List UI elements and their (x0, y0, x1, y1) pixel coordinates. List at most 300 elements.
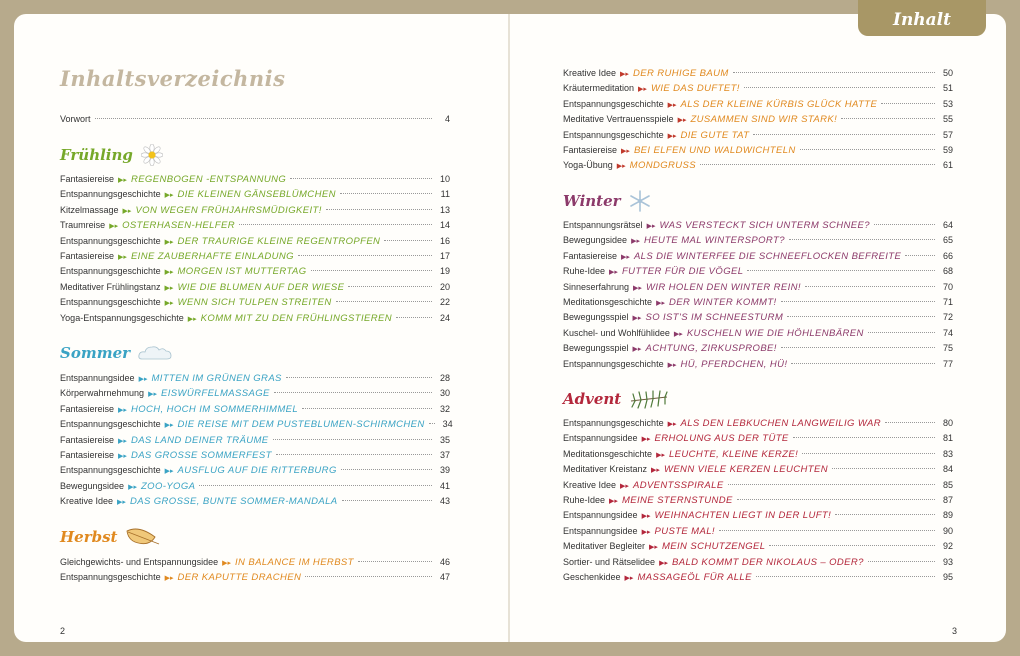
dot-leader (429, 423, 435, 424)
entry-type: Meditationsgeschichte (563, 296, 653, 307)
toc-entry (563, 97, 953, 112)
entry-type: Körperwahrnehmung (60, 388, 145, 399)
arrow-icon: ▶▸ (641, 528, 651, 536)
arrow-icon: ▶▸ (122, 207, 132, 215)
toc-entry (563, 81, 953, 96)
sommer-list (60, 371, 453, 510)
toc-entry (563, 462, 953, 477)
arrow-icon: ▶▸ (651, 467, 660, 475)
dot-leader (274, 392, 432, 393)
entry-title: KOMM MIT ZU DEN FRÜHLINGSTIEREN (200, 312, 392, 324)
entry-title: ACHTUNG, ZIRKUSPROBE! (645, 343, 777, 355)
entry-type: Meditativer Begleiter (563, 541, 646, 552)
entry-type: Kräutermeditation (563, 83, 635, 94)
arrow-icon: ▶▸ (609, 269, 618, 277)
entry-label: Vorwort (60, 114, 91, 124)
entry-page: 10 (439, 174, 450, 184)
arrow-icon: ▶▸ (164, 284, 174, 292)
dot-leader (868, 332, 935, 333)
entry-page: 59 (942, 144, 953, 155)
entry-page: 71 (942, 296, 953, 307)
entry-type: Fantasiereise (60, 434, 115, 445)
entry-page: 19 (439, 266, 450, 277)
entry-type: Fantasiereise (60, 403, 115, 414)
arrow-icon: ▶▸ (164, 238, 174, 246)
entry-title: ERHOLUNG AUS DER TÜTE (654, 433, 789, 445)
arrow-icon: ▶▸ (656, 299, 665, 307)
section-title-text: Herbst (60, 528, 118, 546)
entry-page: 14 (439, 220, 450, 231)
toc-entry (60, 417, 453, 432)
entry-type: Meditativer Frühlingstanz (60, 281, 161, 292)
entry-title: WENN VIELE KERZEN LEUCHTEN (663, 464, 828, 476)
toc-entry (563, 218, 953, 233)
toc-entry (563, 357, 953, 372)
entry-type: Traumreise (60, 220, 106, 231)
arrow-icon: ▶▸ (631, 238, 640, 246)
toc-entry (563, 158, 953, 173)
entry-page: 66 (942, 250, 953, 261)
entry-title: SO IST'S IM SCHNEESTURM (645, 312, 784, 324)
entry-page: 35 (439, 434, 450, 445)
snowflake-icon (629, 190, 651, 212)
section-title-text: Sommer (60, 344, 131, 362)
toc-entry (563, 249, 953, 264)
toc-entry (563, 570, 953, 585)
entry-type: Entspannungsrätsel (563, 220, 643, 230)
toc-entry (563, 539, 953, 554)
arrow-icon: ▶▸ (118, 406, 127, 414)
dot-leader (793, 437, 935, 438)
entry-type: Entspannungsgeschichte (60, 266, 161, 277)
dot-leader (341, 469, 432, 470)
entry-title: DER WINTER KOMMT! (668, 296, 777, 308)
dot-leader (769, 545, 935, 546)
entry-title: MONDGRUSS (629, 160, 697, 172)
dot-leader (286, 377, 432, 378)
entry-title: OSTERHASEN-HELFER (122, 220, 235, 232)
entry-type: Sinneserfahrung (563, 281, 630, 292)
dot-leader (239, 224, 432, 225)
dot-leader (728, 484, 935, 485)
entry-page: 90 (942, 525, 953, 536)
dot-leader (874, 224, 935, 225)
entry-type: Gleichgewichts- und Entspannungsidee (60, 557, 219, 567)
arrow-icon: ▶▸ (620, 482, 629, 490)
toc-entry (563, 310, 953, 325)
toc-entry (60, 311, 450, 326)
section-title-herbst (60, 527, 161, 547)
entry-title: MORGEN IST MUTTERTAG (177, 266, 307, 278)
entry-type: Kreative Idee (563, 68, 617, 78)
entry-page: 50 (942, 68, 953, 78)
arrow-icon: ▶▸ (641, 436, 651, 444)
arrow-icon: ▶▸ (632, 346, 642, 354)
arrow-icon: ▶▸ (222, 560, 232, 567)
entry-title: KUSCHELN WIE DIE HÖHLENBÄREN (686, 327, 864, 339)
entry-page: 34 (442, 419, 453, 430)
cloud-icon (138, 344, 172, 362)
winter-list (563, 218, 953, 372)
arrow-icon: ▶▸ (667, 101, 677, 109)
entry-page: 93 (942, 556, 953, 567)
entry-page: 77 (942, 358, 953, 369)
book-spine (508, 14, 510, 642)
entry-type: Ruhe-Idee (563, 266, 606, 277)
chapter-tab: Inhalt (858, 0, 986, 36)
entry-title: WIE DAS DUFTET! (650, 83, 740, 95)
dot-leader (781, 301, 935, 302)
entry-type: Bewegungsspiel (563, 343, 629, 354)
entry-page: 65 (942, 235, 953, 246)
arrow-icon: ▶▸ (649, 544, 658, 552)
entry-page: 64 (942, 220, 953, 230)
dot-leader (802, 453, 935, 454)
entry-page: 83 (942, 448, 953, 459)
entry-title: MASSAGEÖL FÜR ALLE (637, 571, 752, 583)
entry-title: BEI ELFEN UND WALDWICHTELN (633, 144, 796, 156)
entry-title: ZOO-YOGA (140, 480, 196, 492)
toc-entry (563, 555, 953, 570)
entry-title: MEIN SCHUTZENGEL (661, 541, 766, 553)
toc-entry (563, 524, 953, 539)
entry-page: 80 (942, 418, 953, 428)
toc-entry (60, 570, 450, 585)
arrow-icon: ▶▸ (164, 468, 174, 476)
arrow-icon: ▶▸ (118, 437, 127, 445)
entry-page: 47 (439, 572, 450, 583)
arrow-icon: ▶▸ (646, 223, 656, 230)
entry-type: Entspannungsgeschichte (563, 129, 664, 140)
entry-type: Entspannungsgeschichte (60, 297, 161, 308)
entry-page: 61 (942, 160, 953, 171)
dot-leader (744, 87, 935, 88)
entry-type: Entspannungsgeschichte (563, 98, 664, 109)
entry-title: MITTEN IM GRÜNEN GRAS (151, 373, 282, 384)
entry-title: MEINE STERNSTUNDE (621, 494, 733, 506)
dot-leader (302, 408, 432, 409)
entry-type: Kuschel- und Wohlfühlidee (563, 327, 670, 338)
entry-title: DAS LAND DEINER TRÄUME (130, 434, 269, 446)
fruehling-list (60, 172, 450, 326)
entry-page: 16 (439, 235, 450, 246)
entry-type: Kitzelmassage (60, 204, 119, 215)
entry-type: Bewegungsidee (563, 235, 628, 246)
entry-title: DER KAPUTTE DRACHEN (177, 572, 302, 584)
toc-entry (60, 555, 450, 570)
entry-title: WENN SICH TULPEN STREITEN (177, 297, 332, 309)
arrow-icon: ▶▸ (138, 376, 148, 383)
entry-page: 95 (942, 571, 953, 582)
section-title-advent (563, 389, 669, 409)
dot-leader (358, 561, 432, 562)
arrow-icon: ▶▸ (164, 300, 174, 308)
herbst-list (60, 555, 450, 586)
entry-type: Fantasiereise (60, 174, 115, 184)
dot-leader (311, 270, 432, 271)
dot-leader (719, 530, 935, 531)
arrow-icon: ▶▸ (187, 315, 197, 323)
entry-title: REGENBOGEN -ENTSPANNUNG (130, 174, 287, 185)
entry-title: EISWÜRFELMASSAGE (160, 388, 270, 400)
entry-type: Entspannungsidee (563, 525, 638, 536)
entry-type: Yoga-Übung (563, 160, 613, 171)
arrow-icon: ▶▸ (624, 574, 634, 582)
entry-type: Fantasiereise (563, 250, 618, 261)
entry-page: 28 (439, 373, 450, 383)
arrow-icon: ▶▸ (118, 177, 127, 184)
dot-leader (342, 500, 432, 501)
toc-entry (563, 112, 953, 127)
dot-leader (95, 118, 432, 119)
entry-page: 55 (942, 114, 953, 125)
dot-leader (290, 178, 432, 179)
toc-entry (563, 478, 953, 493)
arrow-icon: ▶▸ (633, 284, 642, 292)
entry-title: WIR HOLEN DEN WINTER REIN! (645, 281, 801, 293)
entry-type: Sortier- und Rätselidee (563, 556, 656, 567)
dot-leader (298, 255, 432, 256)
entry-page: 4 (444, 114, 450, 124)
entry-page: 43 (439, 496, 450, 507)
entry-page: 70 (942, 281, 953, 292)
toc-entry (60, 172, 450, 187)
toc-entry (60, 433, 450, 448)
entry-page: 75 (942, 343, 953, 354)
entry-type: Meditationsgeschichte (563, 448, 653, 459)
daisy-icon (141, 144, 163, 166)
entry-title: PUSTE MAL! (654, 525, 715, 537)
entry-page: 84 (942, 464, 953, 475)
toc-entry (60, 371, 450, 386)
entry-title: DIE KLEINEN GÄNSEBLÜMCHEN (177, 189, 336, 201)
entry-title: HEUTE MAL WINTERSPORT? (643, 235, 785, 247)
entry-title: HOCH, HOCH IM SOMMERHIMMEL (130, 403, 299, 415)
entry-title: BALD KOMMT DER NIKOLAUS – ODER? (671, 556, 864, 568)
arrow-icon: ▶▸ (164, 269, 174, 277)
page-title: Inhaltsverzeichnis (60, 66, 286, 91)
entry-title: IN BALANCE IM HERBST (235, 557, 354, 568)
dot-leader (787, 316, 935, 317)
advent-list (563, 416, 953, 585)
toc-entry (563, 264, 953, 279)
arrow-icon: ▶▸ (164, 575, 174, 583)
dot-leader (700, 164, 935, 165)
dot-leader (396, 317, 432, 318)
arrow-icon: ▶▸ (621, 147, 630, 155)
entry-page: 85 (942, 479, 953, 490)
arrow-icon: ▶▸ (641, 513, 651, 521)
dot-leader (868, 561, 935, 562)
entry-type: Entspannungsidee (563, 510, 638, 521)
entry-type: Ruhe-Idee (563, 494, 606, 505)
toc-entry (563, 493, 953, 508)
arrow-icon: ▶▸ (117, 499, 126, 507)
toc-entry (563, 128, 953, 143)
toc-entry (60, 479, 450, 494)
section-title-fruehling (60, 144, 163, 166)
toc-entry (60, 463, 450, 478)
entry-type: Bewegungsidee (60, 480, 125, 491)
leaf-icon (125, 527, 161, 547)
arrow-icon: ▶▸ (667, 361, 677, 369)
entry-title: FUTTER FÜR DIE VÖGEL (621, 266, 744, 278)
entry-title: DAS GROSSE, BUNTE SOMMER-MANDALA (129, 496, 338, 508)
section-title-sommer (60, 344, 172, 362)
dot-leader (384, 240, 432, 241)
arrow-icon: ▶▸ (118, 253, 127, 261)
toc-entry (60, 264, 450, 279)
entry-type: Fantasiereise (60, 449, 115, 460)
entry-type: Entspannungsgeschichte (563, 358, 664, 369)
entry-title: AUSFLUG AUF DIE RITTERBURG (177, 465, 337, 477)
entry-page: 87 (942, 494, 953, 505)
dot-leader (805, 286, 935, 287)
fir-branch-icon (629, 389, 669, 409)
entry-page: 53 (942, 98, 953, 109)
entry-type: Geschenkidee (563, 571, 621, 582)
entry-type: Yoga-Entspannungsgeschichte (60, 312, 184, 323)
page-number-right: 3 (952, 626, 958, 636)
entry-type: Entspannungsidee (60, 373, 135, 383)
dot-leader (885, 422, 935, 423)
herbst-continued-list (563, 66, 953, 174)
dot-leader (841, 118, 935, 119)
dot-leader (336, 301, 432, 302)
entry-title: WEIHNACHTEN LIEGT IN DER LUFT! (654, 510, 832, 522)
entry-type: Meditativer Kreistanz (563, 464, 648, 475)
entry-type: Entspannungsgeschichte (60, 419, 161, 430)
entry-type: Bewegungsspiel (563, 312, 629, 323)
entry-page: 51 (942, 83, 953, 94)
entry-page: 24 (439, 312, 450, 323)
entry-type: Fantasiereise (563, 144, 618, 155)
toc-entry (60, 187, 450, 202)
dot-leader (305, 576, 432, 577)
entry-title: DER TRAURIGE KLEINE REGENTROPFEN (177, 235, 381, 247)
dot-leader (881, 103, 935, 104)
entry-type: Kreative Idee (563, 479, 617, 490)
entry-title: ALS DIE WINTERFEE DIE SCHNEEFLOCKEN BEFREITE (633, 250, 902, 262)
entry-type: Entspannungsgeschichte (563, 418, 664, 428)
toc-entry (563, 280, 953, 295)
toc-entry (60, 386, 450, 401)
toc-entry (60, 448, 450, 463)
toc-entry (60, 494, 450, 509)
dot-leader (789, 239, 935, 240)
page-number-left: 2 (60, 626, 66, 636)
entry-type: Entspannungsgeschichte (60, 235, 161, 246)
entry-page: 30 (439, 388, 450, 399)
toc-entry (60, 295, 450, 310)
arrow-icon: ▶▸ (667, 132, 677, 140)
entry-page: 17 (439, 250, 450, 261)
toc-entry (60, 402, 450, 417)
dot-leader (276, 454, 432, 455)
entry-page: 13 (439, 204, 450, 215)
entry-title: DIE REISE MIT DEM PUSTEBLUMEN-SCHIRMCHEN (177, 419, 425, 431)
arrow-icon: ▶▸ (609, 497, 618, 505)
dot-leader (340, 193, 432, 194)
toc-entry (563, 447, 953, 462)
entry-page: 32 (439, 403, 450, 414)
entry-title: ADVENTSSPIRALE (632, 479, 724, 491)
entry-type: Entspannungsidee (563, 433, 638, 444)
entry-type: Entspannungsgeschichte (60, 189, 161, 200)
arrow-icon: ▶▸ (164, 422, 174, 430)
entry-type: Fantasiereise (60, 250, 115, 261)
dot-leader (753, 134, 935, 135)
toc-entry (563, 341, 953, 356)
entry-page: 68 (942, 266, 953, 277)
dot-leader (800, 149, 935, 150)
entry-title: WIE DIE BLUMEN AUF DER WIESE (177, 281, 345, 293)
entry-page: 81 (942, 433, 953, 444)
toc-entry (563, 233, 953, 248)
dot-leader (273, 439, 432, 440)
toc-entry (60, 249, 450, 264)
arrow-icon: ▶▸ (659, 559, 668, 567)
entry-title: EINE ZAUBERHAFTE EINLADUNG (130, 250, 294, 262)
arrow-icon: ▶▸ (164, 192, 174, 200)
section-title-text: Winter (563, 192, 621, 210)
entry-page: 22 (439, 297, 450, 308)
left-page (14, 14, 508, 642)
section-title-winter (563, 190, 651, 212)
entry-title: ZUSAMMEN SIND WIR STARK! (690, 114, 838, 126)
dot-leader (791, 363, 935, 364)
entry-type: Entspannungsgeschichte (60, 572, 161, 583)
dot-leader (756, 576, 935, 577)
toc-entry (563, 508, 953, 523)
arrow-icon: ▶▸ (128, 483, 137, 491)
arrow-icon: ▶▸ (616, 163, 626, 171)
entry-page: 89 (942, 510, 953, 521)
dot-leader (905, 255, 935, 256)
toc-entry (563, 143, 953, 158)
arrow-icon: ▶▸ (673, 330, 683, 338)
dot-leader (199, 485, 432, 486)
entry-type: Kreative Idee (60, 496, 114, 507)
dot-leader (326, 209, 432, 210)
entry-page: 20 (439, 281, 450, 292)
arrow-icon: ▶▸ (109, 223, 119, 231)
section-title-text: Frühling (60, 146, 133, 164)
toc-entry (563, 416, 953, 431)
entry-type: Entspannungsgeschichte (60, 465, 161, 476)
entry-page: 11 (440, 189, 450, 200)
entry-page: 57 (942, 129, 953, 140)
entry-page: 46 (439, 557, 450, 567)
arrow-icon: ▶▸ (620, 71, 629, 78)
toc-entry (60, 218, 450, 233)
dot-leader (832, 468, 935, 469)
entry-type: Meditative Vertrauensspiele (563, 114, 674, 125)
entry-title: HÜ, PFERDCHEN, HÜ! (680, 358, 788, 370)
entry-page: 92 (942, 541, 953, 552)
entry-page: 72 (942, 312, 953, 323)
entry-page: 39 (439, 465, 450, 476)
entry-page: 37 (439, 449, 450, 460)
vorwort-entry (60, 112, 450, 127)
entry-title: DIE GUTE TAT (680, 129, 750, 141)
arrow-icon: ▶▸ (632, 315, 642, 323)
arrow-icon: ▶▸ (621, 253, 630, 261)
entry-title: ALS DER KLEINE KÜRBIS GLÜCK HATTE (680, 98, 878, 110)
entry-title: DAS GROSSE SOMMERFEST (130, 449, 272, 461)
dot-leader (747, 270, 935, 271)
dot-leader (835, 514, 935, 515)
